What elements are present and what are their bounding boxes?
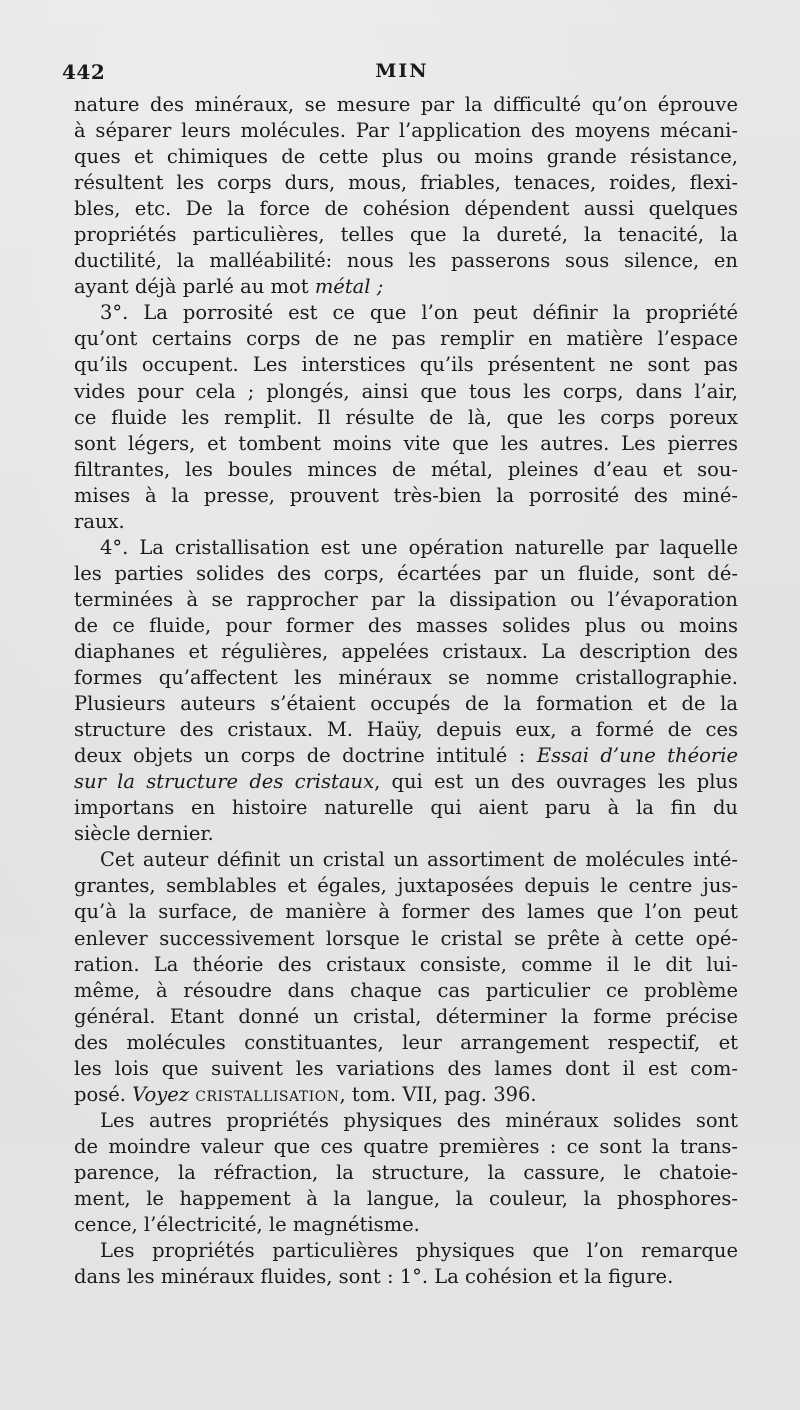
text-line: siècle dernier.: [74, 822, 214, 846]
text-line: qu’à la surface, de manière à former des lames que l’on peut: [74, 900, 738, 924]
text-segment: posé.: [74, 1082, 133, 1106]
italic-title-essai: Essai d’une théorie: [536, 744, 738, 768]
paragraph-cristal-definition-start: Cet auteur définit un cristal un assortiment de molécules inté-: [100, 848, 738, 872]
text-line: mises à la presse, prouvent très-bien la porrosité des miné-: [74, 483, 738, 507]
text-line: ment, le happement à la langue, la couleur, la phosphores-: [74, 1186, 738, 1210]
text-line: parence, la réfraction, la structure, la cassure, le chatoie-: [74, 1160, 738, 1184]
text-line: terminées à se rapprocher par la dissipation ou l’évaporation: [74, 587, 738, 611]
text-line: général. Etant donné un cristal, déterminer la forme précise: [74, 1004, 738, 1028]
paragraph-other-properties-start: Les autres propriétés physiques des minéraux solides sont: [100, 1108, 738, 1132]
cross-reference-voyez: Voyez: [132, 1082, 190, 1106]
cross-reference-term: cristallisation: [195, 1082, 340, 1106]
text-line: importans en histoire naturelle qui aient paru à la fin du: [74, 796, 738, 820]
text-segment: ayant déjà parlé au mot: [74, 275, 315, 299]
text-line: résultent les corps durs, mous, friables, tenaces, roides, flexi-: [74, 171, 738, 195]
text-line: [74, 1082, 738, 1108]
text-line: [74, 769, 738, 795]
text-line: [74, 743, 738, 769]
text-line: ce fluide les remplit. Il résulte de là, que les corps poreux: [74, 405, 738, 429]
text-line: formes qu’affectent les minéraux se nomme cristallographie.: [74, 666, 738, 690]
body-text: [74, 92, 738, 1290]
text-line: sont légers, et tombent moins vite que les autres. Les pierres: [74, 431, 738, 455]
text-line: qu’ils occupent. Les interstices qu’ils présentent ne sont pas: [74, 353, 738, 377]
text-line: des molécules constituantes, leur arrangement respectif, et: [74, 1030, 738, 1054]
text-line: bles, etc. De la force de cohésion dépendent aussi quelques: [74, 197, 738, 221]
text-line: dans les minéraux fluides, sont : 1°. La cohésion et la figure.: [74, 1265, 674, 1289]
text-line: filtrantes, les boules minces de métal, pleines d’eau et sou-: [74, 457, 738, 481]
text-line: raux.: [74, 509, 125, 533]
text-segment: deux objets un corps de doctrine intitulé :: [74, 744, 537, 768]
text-line: même, à résoudre dans chaque cas particulier ce problème: [74, 978, 738, 1002]
text-line: de ce fluide, pour former des masses solides plus ou moins: [74, 613, 738, 637]
page-header: [62, 60, 742, 90]
text-line: à séparer leurs molécules. Par l’application des moyens mécani-: [74, 119, 738, 143]
text-line: Plusieurs auteurs s’étaient occupés de la formation et de la: [74, 692, 738, 716]
text-line: qu’ont certains corps de ne pas remplir en matière l’espace: [74, 327, 738, 351]
text-line: cence, l’électricité, le magnétisme.: [74, 1213, 420, 1237]
text-line: enlever successivement lorsque le cristal se prête à cette opé-: [74, 926, 738, 950]
running-head: MIN: [375, 60, 429, 82]
text-segment: , qui est un des ouvrages les plus: [374, 770, 738, 794]
text-line: les parties solides des corps, écartées par un fluide, sont dé-: [74, 561, 738, 585]
text-line: [74, 274, 738, 300]
text-line: ductilité, la malléabilité: nous les passerons sous silence, en: [74, 249, 738, 273]
page-number: 442: [62, 60, 106, 84]
text-line: ration. La théorie des cristaux consiste, comme il le dit lui-: [74, 952, 738, 976]
text-line: vides pour cela ; plongés, ainsi que tous les corps, dans l’air,: [74, 379, 738, 403]
text-line: nature des minéraux, se mesure par la difficulté qu’on éprouve: [74, 93, 738, 116]
paragraph-crystallisation-start: 4°. La cristallisation est une opération naturelle par laquelle: [100, 535, 738, 559]
text-line: de moindre valeur que ces quatre premières : ce sont la trans-: [74, 1134, 738, 1158]
paragraph-porosity-start: 3°. La porrosité est ce que l’on peut définir la propriété: [100, 301, 738, 325]
text-line: structure des cristaux. M. Haüy, depuis eux, a formé de ces: [74, 718, 738, 742]
italic-term-metal: métal ;: [314, 275, 384, 299]
paragraph-fluid-properties-start: Les propriétés particulières physiques que l’on remarque: [100, 1239, 738, 1263]
cross-reference-location: , tom. VII, pag. 396.: [339, 1082, 537, 1106]
italic-title-sur: sur la structure des cristaux: [74, 770, 375, 794]
text-line: diaphanes et régulières, appelées cristaux. La description des: [74, 639, 738, 663]
text-line: les lois que suivent les variations des lames dont il est com-: [74, 1056, 738, 1080]
text-line: grantes, semblables et égales, juxtaposées depuis le centre jus-: [74, 874, 738, 898]
text-line: ques et chimiques de cette plus ou moins grande résistance,: [74, 145, 738, 169]
text-line: propriétés particulières, telles que la dureté, la tenacité, la: [74, 223, 738, 247]
